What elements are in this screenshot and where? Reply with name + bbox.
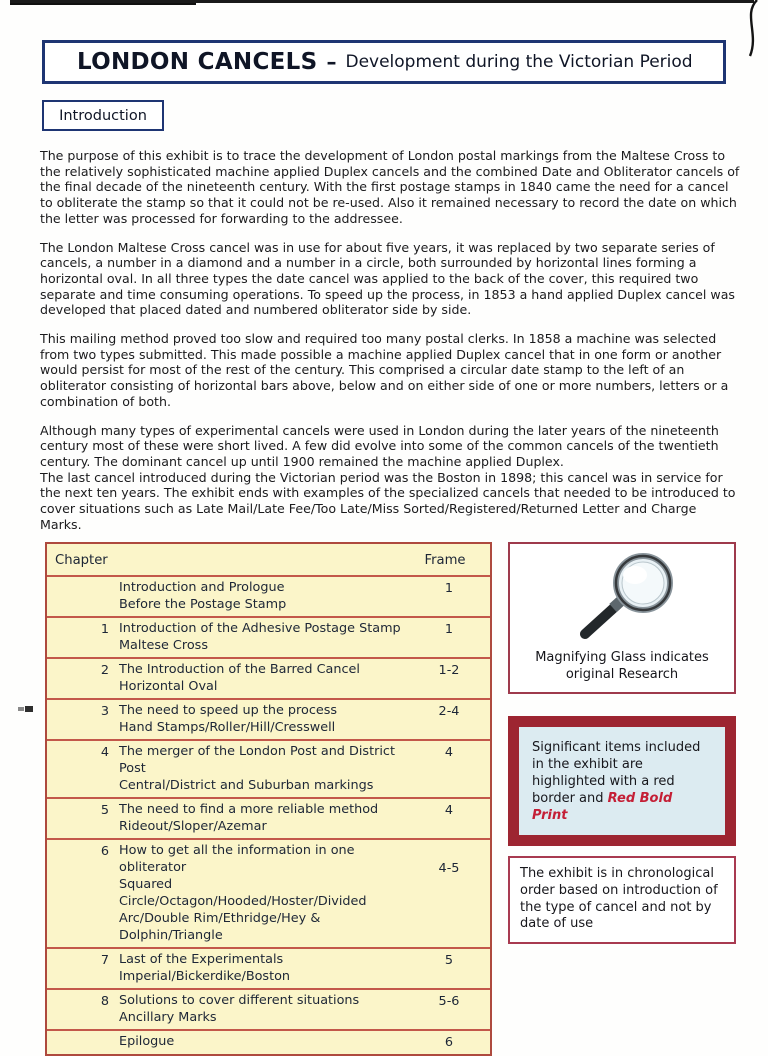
paragraph: The purpose of this exhibit is to trace the development of London postal markings from the Maltese Cross to the relatively sophisticated machine applied Duplex cancels and the combined Date and Obliterator cancels of the final decade of the nineteenth century. With the first postage stamps in 1840 came the need for a cancel to obliterate the stamp so that it could not be re-used. Also it remained necessary to record the date on which the letter was processed for forwarding to the addressee. — [40, 148, 740, 226]
chapter-number: 8 — [100, 994, 109, 1009]
introduction-label-box — [42, 100, 164, 131]
chapter-description-line: Epilogue — [119, 1034, 175, 1049]
chapter-description — [119, 620, 408, 654]
page-title: LONDON CANCELS — [77, 49, 318, 75]
magnifier-caption: Magnifying Glass indicates original Research — [535, 650, 709, 682]
chapter-description-line: Introduction of the Adhesive Postage Stamp — [119, 621, 401, 636]
chapter-description-line: The merger of the London Post and District Post — [119, 744, 395, 776]
title-separator: – — [326, 50, 337, 74]
table-row — [47, 1029, 490, 1054]
scan-artifact-curve — [737, 0, 763, 58]
chronology-text: The exhibit is in chronological order based on introduction of the type of cancel and not by date of use — [520, 866, 718, 932]
chapter-number: 2 — [100, 663, 109, 678]
chapter-description — [119, 743, 408, 794]
chapter-number: 1 — [100, 622, 109, 637]
chapter-description-line: Solutions to cover different situations — [119, 993, 360, 1008]
significant-items-inner — [519, 727, 725, 835]
chapter-table — [45, 542, 492, 1056]
frame-number: 4 — [444, 745, 454, 760]
chapter-description-line: Rideout/Sloper/Azemar — [119, 819, 267, 834]
chapter-description-line: Arc/Double Rim/Ethridge/Hey & Dolphin/Triangle — [119, 911, 321, 943]
chapter-description-line: Last of the Experimentals — [119, 952, 284, 967]
chapter-description-line: Maltese Cross — [119, 638, 209, 653]
chapter-description — [119, 702, 408, 736]
chapter-description-line: Before the Postage Stamp — [119, 597, 287, 612]
significant-items-text — [532, 739, 712, 824]
chapter-description — [119, 992, 408, 1026]
chapter-number — [47, 1033, 119, 1051]
column-header-chapter: Chapter — [55, 553, 108, 568]
table-row — [47, 947, 490, 988]
chapter-number: 3 — [100, 704, 109, 719]
chapter-description-line: Ancillary Marks — [119, 1010, 217, 1025]
significant-items-prefix: Significant items included in the exhibit are highlighted with a red border and — [532, 739, 701, 806]
magnifier-box — [508, 542, 736, 694]
chapter-number: 4 — [100, 745, 109, 760]
frame-number: 4-5 — [438, 861, 460, 876]
chapter-table-rows — [47, 575, 490, 1054]
frame-number: 1 — [444, 581, 454, 596]
chapter-number: 5 — [100, 803, 109, 818]
significant-items-box — [508, 716, 736, 846]
chapter-description-line: How to get all the information in one obliterator — [119, 843, 355, 875]
chapter-description — [119, 801, 408, 835]
chapter-description — [119, 579, 408, 613]
chapter-description-line: Introduction and Prologue — [119, 580, 285, 595]
scan-artifact-top-line-thick — [10, 3, 196, 5]
frame-number: 1-2 — [438, 663, 460, 678]
chapter-number — [47, 579, 119, 613]
chapter-description-line: Central/District and Suburban markings — [119, 778, 374, 793]
chapter-description-line: The need to speed up the process — [119, 703, 338, 718]
chapter-number: 6 — [100, 844, 109, 859]
page-subtitle: Development during the Victorian Period — [345, 52, 693, 72]
chronology-box — [508, 856, 736, 944]
introduction-label: Introduction — [59, 107, 147, 124]
frame-number: 6 — [444, 1035, 454, 1050]
chapter-description — [119, 951, 408, 985]
chapter-description — [119, 842, 408, 944]
chapter-description-line: Squared Circle/Octagon/Hooded/Hoster/Divided — [119, 877, 367, 909]
scan-artifact-margin-mark — [18, 707, 24, 711]
chapter-description-line: Hand Stamps/Roller/Hill/Cresswell — [119, 720, 336, 735]
table-row — [47, 657, 490, 698]
chapter-number: 7 — [100, 953, 109, 968]
paragraph: The London Maltese Cross cancel was in use for about five years, it was replaced by two separate series of cancels, a number in a diamond and a number in a circle, both surrounded by horizontal lines forming a horizontal oval. In all three types the date cancel was applied to the back of the cover, this required two separate and time consuming operations. To speed up the process, in 1853 a hand applied Duplex cancel was developed that placed dated and numbered obliterator side by side. — [40, 239, 735, 318]
paragraph: The last cancel introduced during the Victorian period was the Boston in 1898; this cancel was in service for the next ten years. The exhibit ends with examples of the specialized cancels that needed to be introduced to cover situations such as Late Mail/Late Fee/Too Late/Miss Sorted/Registered/Returned Letter and Charge Marks. — [40, 469, 736, 532]
paragraph: This mailing method proved too slow and required too many postal clerks. In 1858 a machine was selected from two types submitted. This made possible a machine applied Duplex cancel that in one form or another would persist for most of the rest of the century. This comprised a circular date stamp to the left of an obliterator consisting of horizontal bars above, below and on either side of one or more numbers, letters or a combination of both. — [40, 331, 729, 409]
table-row — [47, 838, 490, 947]
frame-number: 2-4 — [438, 704, 460, 719]
chapter-table-header — [47, 544, 490, 575]
chapter-description — [119, 1033, 408, 1051]
chapter-description-line: The need to find a more reliable method — [119, 802, 379, 817]
chapter-description-line: Imperial/Bickerdike/Boston — [119, 969, 291, 984]
red-bold-print-text: Red Bold Print — [532, 790, 673, 823]
frame-number: 4 — [444, 803, 454, 818]
table-row — [47, 797, 490, 838]
chapter-description-line: Horizontal Oval — [119, 679, 218, 694]
chapter-description-line: The Introduction of the Barred Cancel — [119, 662, 360, 677]
column-header-frame: Frame — [424, 553, 466, 568]
table-row — [47, 739, 490, 797]
frame-number: 1 — [444, 622, 454, 637]
title-box — [42, 40, 726, 84]
magnifying-glass-icon — [557, 552, 687, 644]
chapter-description — [119, 661, 408, 695]
table-row — [47, 575, 490, 616]
paragraph: Although many types of experimental cancels were used in London during the later years of the nineteenth century most of these were short lived. A few did evolve into some of the common cancels of the twentieth century. The dominant cancel up until 1900 remained the machine applied Duplex. — [40, 422, 719, 469]
table-row — [47, 988, 490, 1029]
frame-number: 5 — [444, 953, 454, 968]
table-row — [47, 698, 490, 739]
frame-number: 5-6 — [438, 994, 460, 1009]
table-row — [47, 616, 490, 657]
intro-paragraphs — [40, 148, 740, 545]
